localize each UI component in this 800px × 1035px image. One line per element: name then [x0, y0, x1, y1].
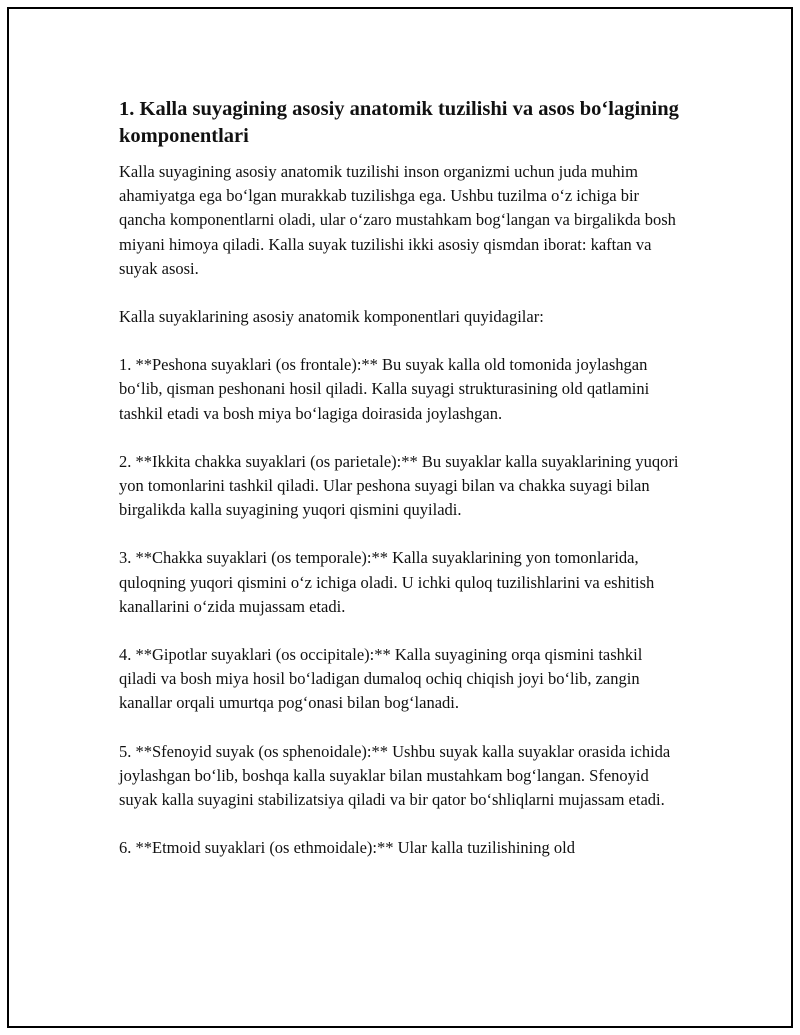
list-item-parietal: 2. **Ikkita chakka suyaklari (os parietale):** Bu suyaklar kalla suyaklarining yuqori yon tomonlarini tashkil qiladi. Ular peshona suyagi bilan va chakka suyagi bilan birgalikda kalla suyagining yuqori qismini quyiladi. [119, 451, 679, 520]
intro-paragraph: Kalla suyagining asosiy anatomik tuzilishi inson organizmi uchun juda muhim ahamiyatga ega bo‘lgan murakkab tuzilishga ega. Ushbu tuzilma o‘z ichiga bir qancha komponentlarni oladi, ular o‘zaro mustahkam bog‘langan va birgalikda bosh miyani himoya qiladi. Kalla suyak tuzilishi ikki asosiy qismdan iborat: kaftan va suyak asosi. [119, 162, 676, 278]
list-intro-paragraph: Kalla suyaklarining asosiy anatomik komponentlari quyidagilar: [119, 307, 544, 327]
list-item-frontal: 1. **Peshona suyaklari (os frontale):** Bu suyak kalla old tomonida joylashgan bo‘lib, qisman peshonani hosil qiladi. Kalla suyagi strukturasining old qatlamini tashkil etadi va bosh miya bo‘lagiga doirasida joylashgan. [119, 355, 650, 423]
document-body [119, 96, 679, 884]
section-title: 1. Kalla suyagining asosiy anatomik tuzilishi va asos bo‘lagining komponentlari [119, 98, 679, 147]
list-item-ethmoid: 6. **Etmoid suyaklari (os ethmoidale):** Ular kalla tuzilishining old [119, 838, 575, 858]
document-page [7, 7, 793, 1028]
list-item-temporal: 3. **Chakka suyaklari (os temporale):** Kalla suyaklarining yon tomonlarida, quloqning yuqori qismini o‘z ichiga oladi. U ichki quloq tuzilishlarini va eshitish kanallarini o‘zida mujassam etadi. [119, 548, 655, 616]
list-item-occipital: 4. **Gipotlar suyaklari (os occipitale):** Kalla suyagining orqa qismini tashkil qiladi va bosh miya hosil bo‘ladigan dumaloq ochiq chiqish joyi bo‘lib, zangin kanallar orqali umurtqa pog‘onasi bilan bog‘lanadi. [119, 645, 643, 713]
list-item-sphenoid: 5. **Sfenoyid suyak (os sphenoidale):** Ushbu suyak kalla suyaklar orasida ichida joylashgan bo‘lib, boshqa kalla suyaklar bilan mustahkam bog‘langan. Sfenoyid suyak kalla suyagini stabilizatsiya qiladi va bir qator bo‘shliqlarni mujassam etadi. [119, 741, 671, 810]
